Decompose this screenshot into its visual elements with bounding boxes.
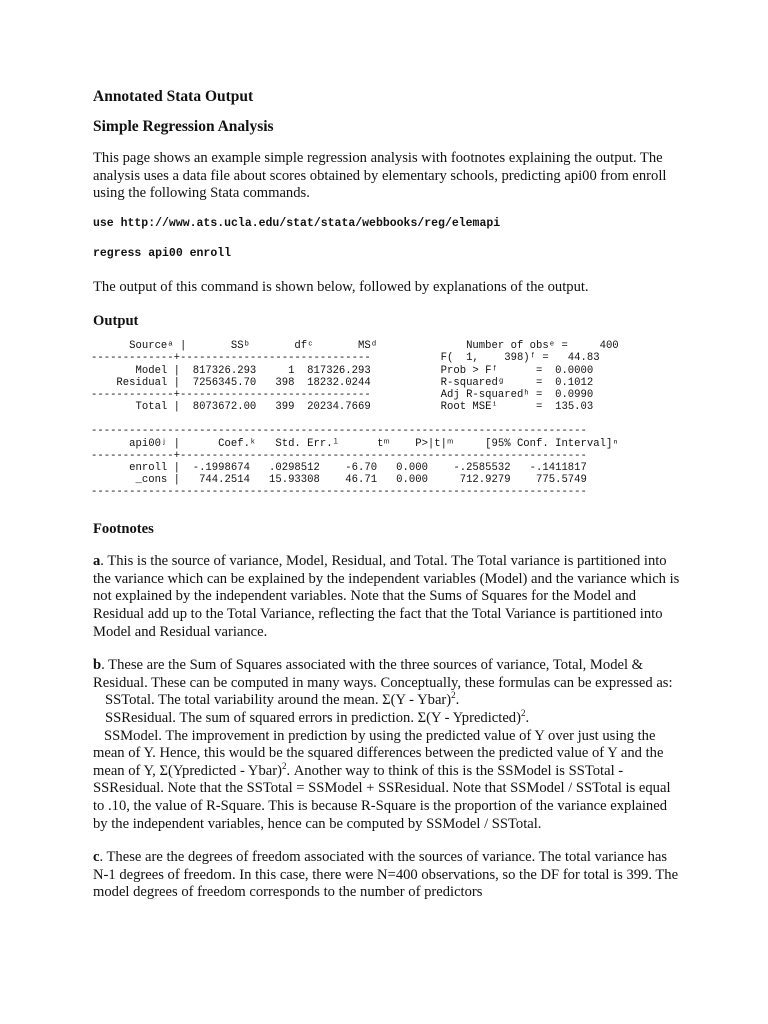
coef-line: _cons | 744.2514 15.93308 46.71 0.000 712.9279 775.5749 xyxy=(91,474,587,487)
output-description: The output of this command is shown below, followed by explanations of the output. xyxy=(93,278,589,295)
page-title: Annotated Stata Output xyxy=(93,88,254,105)
intro-paragraph: This page shows an example simple regression analysis with footnotes explaining the output. The analysis uses a data file about scores obtained by elementary schools, predicting api00 from enroll using the following Stata commands. xyxy=(93,150,667,202)
stata-command-use: use http://www.ats.ucla.edu/stat/stata/webbooks/reg/elemapi xyxy=(93,216,501,230)
page-subtitle: Simple Regression Analysis xyxy=(93,117,274,135)
footnote-text: . These are the degrees of freedom associated with the sources of variance. The total variance has N-1 degrees of freedom. In this case, there were N=400 observations, so the DF for total is 399. The model degrees of freedom corresponds to the number of predictors xyxy=(93,849,679,901)
footnote-text: . These are the Sum of Squares associated with the three sources of variance, Total, Model & Residual. These can be computed in many ways. Conceptually, these formulas can be expressed as: xyxy=(93,657,673,691)
footnote-b xyxy=(93,657,683,833)
coef-line: -------------+---------------------------------------------------------------- xyxy=(91,449,587,462)
stata-output xyxy=(91,340,683,498)
footnote-letter: c xyxy=(93,849,100,866)
footnote-b-ssmodel: SSModel. The improvement in prediction by using the predicted value of Y over just using the mean of Y. Hence, this would be the squared differences between the predicted value of Y and the mean of Y, Σ(Ypredicted - Ybar)$^2$. Another way to think of this is the SSModel is SSTotal - SSResidual. Note that the SSTotal = SSModel + SSResidual. Note that SSModel / SSTotal is equal to .10, the value of R-Square. This is because R-Square is the proportion of the variance explained by the independent variables, hence can be computed by SSModel / SSTotal. xyxy=(93,727,671,832)
coef-line: api00ʲ | Coef.ᵏ Std. Err.ˡ tᵐ P>|t|ᵐ [95% Conf. Interval]ⁿ xyxy=(91,437,619,450)
footnote-b-sstotal: SSTotal. The total variability around the mean. Σ(Y - Ybar)$^2$. xyxy=(105,690,460,709)
output-gap xyxy=(91,413,683,425)
anova-line: Total | 8073672.00 399 20234.7669 Root MSEⁱ = 135.03 xyxy=(91,401,594,414)
footnote-letter: a xyxy=(93,553,101,570)
coef-line: enroll | -.1998674 .0298512 -6.70 0.000 -.2585532 -.1411817 xyxy=(91,461,587,474)
coef-line: ------------------------------------------------------------------------------ xyxy=(91,425,587,438)
footnote-b-intro xyxy=(93,657,683,692)
anova-line: -------------+------------------------------ F( 1, 398)ᶠ = 44.83 xyxy=(91,352,600,365)
footnote-c xyxy=(93,849,683,902)
footnote-b-ssresidual: SSResidual. The sum of squared errors in prediction. Σ(Y - Ypredicted)$^2$. xyxy=(105,708,530,726)
coef-line: ------------------------------------------------------------------------------ xyxy=(91,486,587,499)
footnote-text: . This is the source of variance, Model, Residual, and Total. The Total variance is partitioned into the variance which can be explained by the independent variables (Model) and the variance which is not explained by the independent variables. Note that the Sums of Squares for the Model and Residual add up to the Total Variance, reflecting the fact that the Total Variance is partitioned into Model and Residual variance. xyxy=(93,553,680,640)
anova-line: Sourceᵃ | SSᵇ dfᶜ MSᵈ Number of obsᵉ = 400 xyxy=(91,340,619,353)
footnote-letter: b xyxy=(93,657,102,674)
document-page xyxy=(93,88,683,918)
output-heading: Output xyxy=(93,312,139,329)
anova-line: -------------+------------------------------ Adj R-squaredʰ = 0.0990 xyxy=(91,388,594,401)
footnote-a xyxy=(93,553,683,641)
anova-line: Residual | 7256345.70 398 18232.0244 R-squaredᵍ = 0.1012 xyxy=(91,376,594,389)
stata-command-regress: regress api00 enroll xyxy=(93,246,232,260)
anova-line: Model | 817326.293 1 817326.293 Prob > Fᶠ = 0.0000 xyxy=(91,364,594,377)
footnotes-heading: Footnotes xyxy=(93,520,154,537)
